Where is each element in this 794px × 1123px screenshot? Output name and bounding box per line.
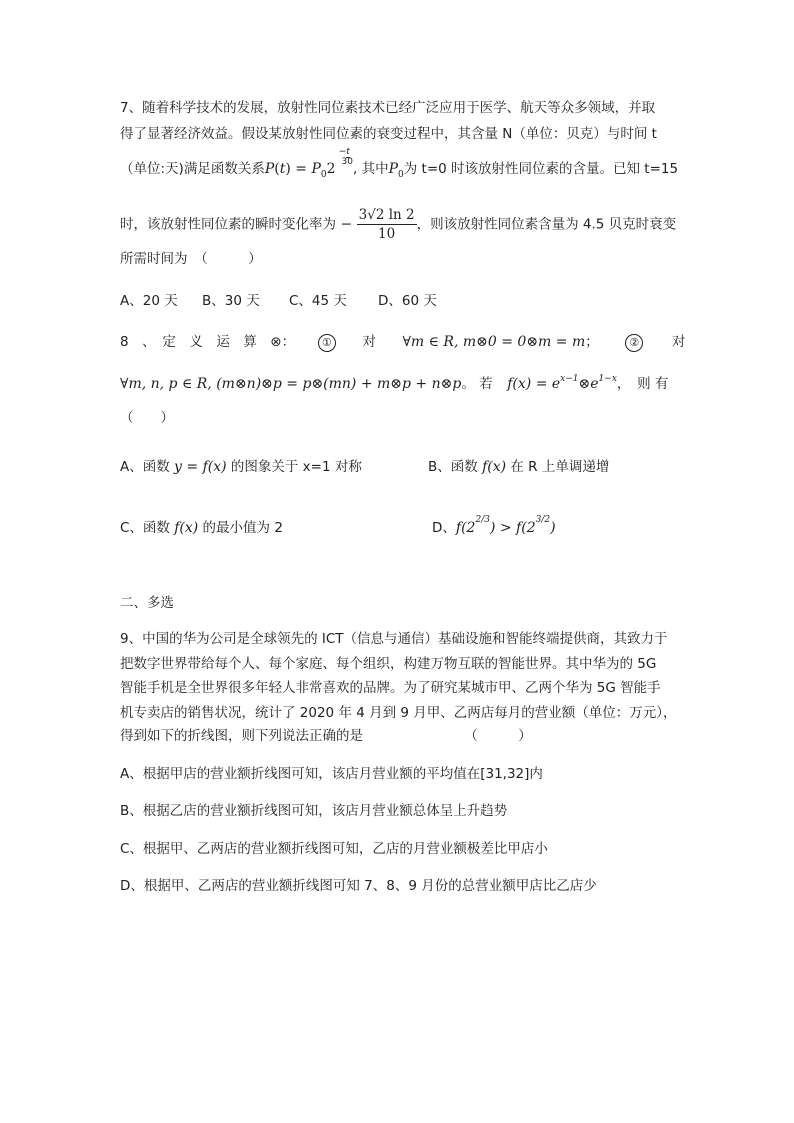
q7-line-4-text-b: ，则该放射性同位素含量为 4.5 贝克时衰变	[416, 216, 677, 233]
q7-option-d: D、60 天	[378, 293, 437, 309]
section-heading: 二、多选	[120, 595, 174, 611]
q7-option-b: B、30 天	[202, 293, 260, 309]
q7-rate-numerator: 3√2 ln 2	[358, 207, 415, 223]
q8-option-c: C、函数 f(x) 的最小值为 2	[120, 520, 283, 536]
q8-circle-two: ②	[625, 334, 643, 352]
q7-line-2: 得了显著经济效益。假设某放射性同位素的衰变过程中，其含量 N（单位：贝克）与时间 t	[120, 126, 657, 142]
q8-option-b-formula: f(x)	[482, 459, 507, 475]
q8-option-a-formula: y = f(x)	[174, 459, 227, 475]
q8-formula-2: ∀m, n, p ∈ R, (m⊗n)⊗p = p⊗(mn) + m⊗p + n⊗p	[120, 376, 462, 392]
q8-line-1-text-b: 对	[362, 334, 376, 350]
q9-line-5: 得到如下的折线图，则下列说法正确的是 （ ）	[120, 728, 532, 744]
q7-formula-p: P	[264, 161, 275, 177]
q9-option-b: B、根据乙店的营业额折线图可知，该店月营业额总体呈上升趋势	[120, 803, 508, 819]
q8-option-a: A、函数 y = f(x) 的图象关于 x=1 对称	[120, 459, 362, 475]
q9-line-1: 9、中国的华为公司是全球领先的 ICT（信息与通信）基础设施和智能终端提供商，其致力于	[120, 631, 668, 647]
q7-line-3-text-c: 为 t=0 时该放射性同位素的含量。已知 t=15	[403, 161, 679, 177]
q8-option-c-formula: f(x)	[174, 520, 199, 536]
q7-rate-denominator: 10	[378, 226, 396, 242]
q9-option-a: A、根据甲店的营业额折线图可知，该店月营业额的平均值在[31,32]内	[120, 766, 543, 782]
q7-option-a: A、20 天	[120, 293, 178, 309]
q8-function-def: $f(x) = e^{x-1}\otimes e^{1-x}$	[507, 374, 617, 392]
q8-circle-one: ①	[318, 334, 336, 352]
q8-line-2: ∀m, n, p ∈ R, (m⊗n)⊗p = p⊗(mn) + m⊗p + n⊗p。 若 $f(x) = e^{x-1}\otimes e^{1-x}$， 则 有	[120, 374, 669, 392]
q8-option-d-formula: $f(2^{2/3}) > f(2^{3/2})$	[455, 515, 556, 536]
q7-option-c: C、45 天	[289, 293, 347, 309]
q7-line-3: （单位:天)满足函数关系$P(t) = P_02-t$ 30 , 其中$P_0$为 t=0 时该放射性同位素的含量。已知 t=15	[120, 147, 679, 180]
q7-line-4-text-a: 时，该放射性同位素的瞬时变化率为	[120, 216, 336, 233]
q8-line-1-text-a: 8 、 定 义 运 算 ⊗：	[120, 334, 296, 350]
q8-line-1: 8 、 定 义 运 算 ⊗： ① 对 ∀m ∈ R, m⊗0 = 0⊗m = m； ② 对	[120, 334, 686, 350]
q9-line-2: 把数字世界带给每个人、每个家庭、每个组织，构建万物互联的智能世界。其中华为的 5G	[120, 656, 657, 672]
q9-line-3: 智能手机是全世界很多年轻人非常喜欢的品牌。为了研究某城市甲、乙两个华为 5G 智能手	[120, 680, 661, 696]
q8-option-b: B、函数 f(x) 在 R 上单调递增	[428, 459, 610, 475]
q8-line-3: （ ）	[120, 410, 174, 426]
q7-exponent-fraction: −t 30	[338, 147, 353, 167]
q9-line-4: 机专卖店的销售状况，统计了 2020 年 4 月到 9 月甲、乙两店每月的营业额（单位：万元），	[120, 705, 677, 721]
q7-line-1: 7、随着科学技术的发展，放射性同位素技术已经广泛应用于医学、航天等众多领域，并取	[120, 100, 656, 116]
q8-formula-1: ∀m ∈ R, m⊗0 = 0⊗m = m	[402, 334, 586, 350]
q8-option-d: D、$f(2^{2/3}) > f(2^{3/2})$	[432, 515, 556, 536]
q7-line-4: 时，该放射性同位素的瞬时变化率为 − $\frac{3√2 \ln 2}{10}$ ，则该放射性同位素含量为 4.5 贝克时衰变	[120, 207, 677, 242]
q9-option-c: C、根据甲、乙两店的营业额折线图可知，乙店的月营业额极差比甲店小	[120, 841, 548, 857]
q7-line-3-text-b: , 其中	[352, 161, 389, 177]
q8-line-1-text-d: 对	[671, 334, 686, 350]
q7-rate-fraction	[357, 206, 417, 243]
q9-option-d: D、根据甲、乙两店的营业额折线图可知 7、8、9 月份的总营业额甲店比乙店少	[120, 878, 597, 894]
q7-line-3-text-a: （单位:天)满足函数关系	[120, 161, 265, 177]
q7-line-5: 所需时间为 （ ）	[120, 251, 262, 267]
